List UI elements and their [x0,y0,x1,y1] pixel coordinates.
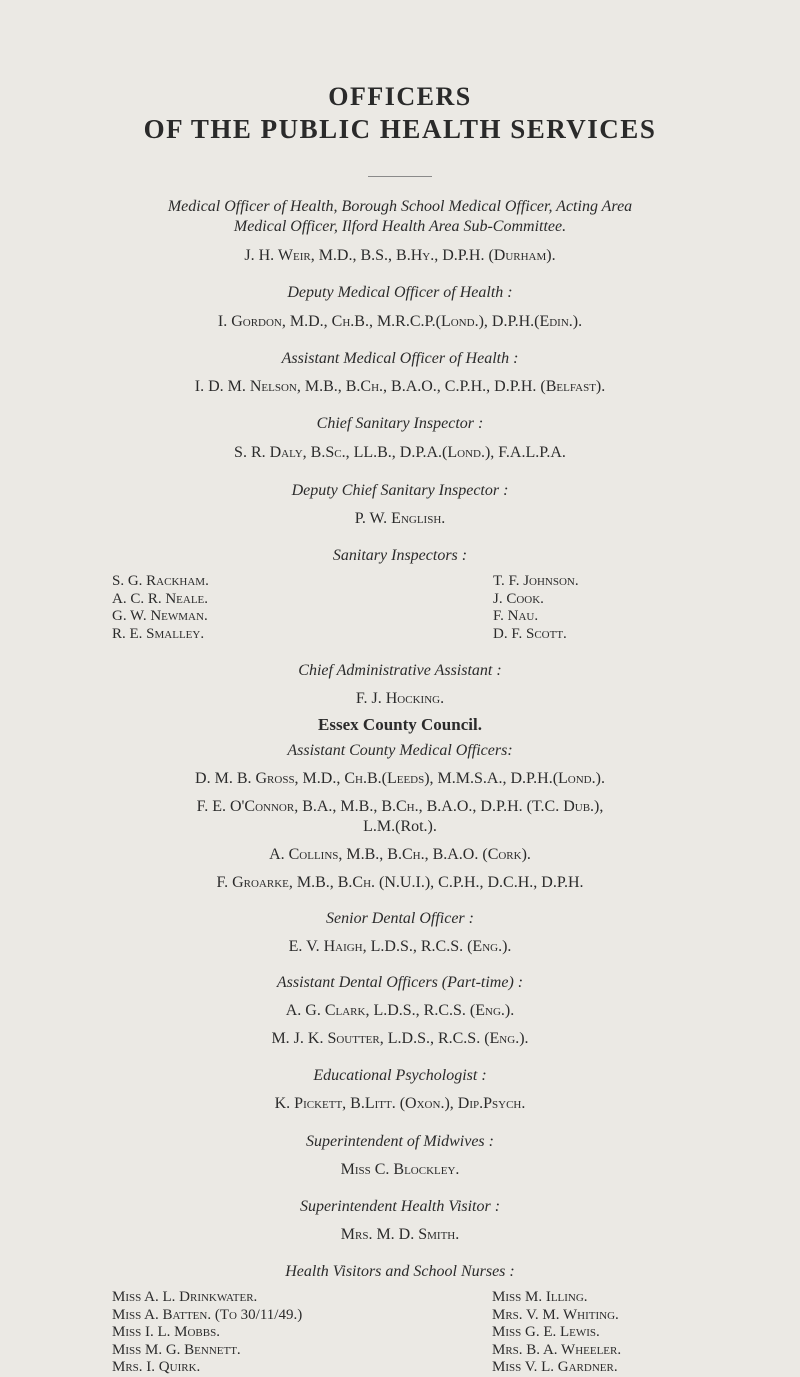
deputy-moh-name: I. Gordon, M.D., Ch.B., M.R.C.P.(Lond.), D.P.H.(Edin.). [217,313,583,330]
moh-name: J. H. Weir, M.D., B.S., B.Hy., D.P.H. (Durham). [244,247,556,264]
essex-name-4: F. Groarke, M.B., B.Ch. (N.U.I.), C.P.H., D.C.H., D.P.H. [216,874,584,891]
assistant-dental-name-2: M. J. K. Soutter, L.D.S., R.C.S. (Eng.). [271,1030,529,1047]
chief-sanitary-name: S. R. Daly, B.Sc., LL.B., D.P.A.(Lond.), F.A.L.P.A. [234,444,566,461]
psychologist-heading: Educational Psychologist : [313,1067,487,1084]
essex-name-2-continued: L.M.(Rot.). [363,818,437,835]
list-item: Miss I. L. Mobbs. [112,1324,220,1340]
sanitary-inspectors-left-list [112,573,209,643]
title-divider [368,176,432,177]
chief-admin-name: F. J. Hocking. [355,690,445,707]
list-item: S. G. Rackham. [112,573,209,589]
psychologist-name: K. Pickett, B.Litt. (Oxon.), Dip.Psych. [274,1095,526,1112]
list-item: F. Nau. [493,608,539,624]
list-item: Miss A. Batten. (To 30/11/49.) [112,1306,303,1323]
health-visitor-name: Mrs. M. D. Smith. [340,1226,460,1243]
health-visitor-heading: Superintendent Health Visitor : [299,1198,501,1215]
list-item: A. C. R. Neale. [112,590,209,607]
list-item: J. Cook. [493,590,544,607]
list-item: Miss V. L. Gardner. [492,1359,618,1375]
chief-sanitary-heading: Chief Sanitary Inspector : [316,415,484,432]
list-item: Miss M. G. Bennett. [112,1341,241,1358]
list-item: G. W. Newman. [112,608,208,624]
list-item: T. F. Johnson. [493,573,579,589]
nurses-left-list [112,1289,302,1377]
essex-subheading: Assistant County Medical Officers: [287,742,513,759]
essex-heading: Essex County Council. [318,715,482,734]
list-item: R. E. Smalley. [112,625,205,642]
sanitary-inspectors-right-list [493,573,579,643]
midwives-name: Miss C. Blockley. [340,1161,460,1178]
list-item: Mrs. B. A. Wheeler. [492,1341,622,1358]
moh-heading-line-1: Medical Officer of Health, Borough School Medical Officer, Acting Area [167,198,633,215]
assistant-dental-name-1: A. G. Clark, L.D.S., R.C.S. (Eng.). [285,1002,515,1019]
nurses-heading: Health Visitors and School Nurses : [285,1263,515,1280]
sanitary-inspectors-heading: Sanitary Inspectors : [332,547,468,564]
deputy-moh-heading: Deputy Medical Officer of Health : [287,284,513,301]
list-item: Miss M. Illing. [492,1289,588,1305]
assistant-moh-name: I. D. M. Nelson, M.B., B.Ch., B.A.O., C.P.H., D.P.H. (Belfast). [194,378,606,395]
deputy-chief-sanitary-heading: Deputy Chief Sanitary Inspector : [291,482,509,499]
title-line-2: OF THE PUBLIC HEALTH SERVICES [143,114,657,144]
list-item: Mrs. V. M. Whiting. [492,1306,619,1323]
list-item: Mrs. I. Quirk. [112,1359,201,1375]
deputy-chief-sanitary-name: P. W. English. [354,510,446,527]
midwives-heading: Superintendent of Midwives : [306,1133,494,1150]
list-item: D. F. Scott. [493,625,567,642]
essex-name-3: A. Collins, M.B., B.Ch., B.A.O. (Cork). [269,846,531,863]
essex-name-1: D. M. B. Gross, M.D., Ch.B.(Leeds), M.M.S.A., D.P.H.(Lond.). [195,770,605,787]
assistant-dental-heading: Assistant Dental Officers (Part-time) : [276,974,524,991]
list-item: Miss A. L. Drinkwater. [112,1289,258,1305]
nurses-right-list [492,1289,621,1377]
senior-dental-name: E. V. Haigh, L.D.S., R.C.S. (Eng.). [288,938,512,955]
essex-name-2: F. E. O'Connor, B.A., M.B., B.Ch., B.A.O., D.P.H. (T.C. Dub.), [196,798,604,815]
title-line-1: OFFICERS [328,82,472,111]
list-item: Miss G. E. Lewis. [492,1324,600,1340]
moh-heading-line-2: Medical Officer, Ilford Health Area Sub-Committee. [233,218,567,235]
assistant-moh-heading: Assistant Medical Officer of Health : [281,350,519,367]
senior-dental-heading: Senior Dental Officer : [326,910,474,927]
chief-admin-heading: Chief Administrative Assistant : [298,662,502,679]
